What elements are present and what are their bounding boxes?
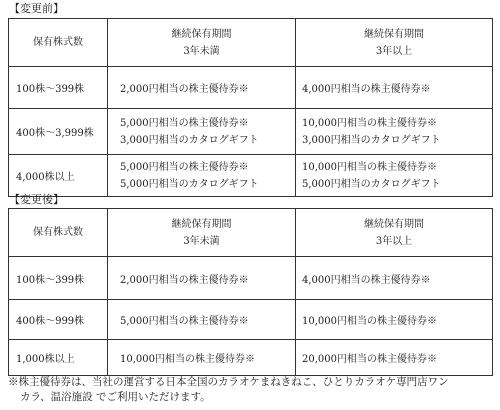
shares-cell: 100株～399株 xyxy=(9,257,108,300)
header-under-3-years: 継続保有期間 3年未満 xyxy=(108,19,296,67)
benefit-3-years-or-more: 10,000円相当の株主優待券※ 5,000円相当のカタログギフト xyxy=(296,155,493,197)
table-header-row xyxy=(9,209,493,257)
table-row xyxy=(9,67,493,109)
benefit-under-3-years: 5,000円相当の株主優待券※ 5,000円相当のカタログギフト xyxy=(108,155,296,197)
table-row xyxy=(9,257,493,300)
after-benefit-table xyxy=(8,208,493,376)
footnote xyxy=(8,375,494,405)
benefit-under-3-years: 5,000円相当の株主優待券※ xyxy=(108,300,296,340)
footnote-line: カラ、温浴施設 でご利用いただけます。 xyxy=(20,391,211,403)
shares-cell: 400株～3,999株 xyxy=(9,109,108,155)
table-row xyxy=(9,300,493,340)
header-3-years-or-more: 継続保有期間 3年以上 xyxy=(296,19,493,67)
benefit-3-years-or-more: 20,000円相当の株主優待券※ xyxy=(296,340,493,376)
table-row xyxy=(9,155,493,197)
benefit-under-3-years: 2,000円相当の株主優待券※ xyxy=(108,67,296,109)
header-3-years-or-more: 継続保有期間 3年以上 xyxy=(296,209,493,257)
footnote-line: ※株主優待券は、当社の運営する日本全国のカラオケまねきねこ、ひとりカラオケ専門店ワン xyxy=(8,376,449,388)
benefit-under-3-years: 2,000円相当の株主優待券※ xyxy=(108,257,296,300)
before-section-label: 【変更前】 xyxy=(9,2,64,15)
shares-cell: 1,000株以上 xyxy=(9,340,108,376)
benefit-3-years-or-more: 4,000円相当の株主優待券※ xyxy=(296,257,493,300)
after-section-label: 【変更後】 xyxy=(9,193,64,206)
header-shares: 保有株式数 xyxy=(9,209,108,257)
table-row xyxy=(9,109,493,155)
benefit-under-3-years: 10,000円相当の株主優待券※ xyxy=(108,340,296,376)
benefit-under-3-years: 5,000円相当の株主優待券※ 3,000円相当のカタログギフト xyxy=(108,109,296,155)
benefit-3-years-or-more: 10,000円相当の株主優待券※ xyxy=(296,300,493,340)
benefit-3-years-or-more: 10,000円相当の株主優待券※ 3,000円相当のカタログギフト xyxy=(296,109,493,155)
benefit-3-years-or-more: 4,000円相当の株主優待券※ xyxy=(296,67,493,109)
before-benefit-table xyxy=(8,18,493,197)
table-row xyxy=(9,340,493,376)
shares-cell: 4,000株以上 xyxy=(9,155,108,197)
header-under-3-years: 継続保有期間 3年未満 xyxy=(108,209,296,257)
table-header-row xyxy=(9,19,493,67)
header-shares: 保有株式数 xyxy=(9,19,108,67)
shares-cell: 400株～999株 xyxy=(9,300,108,340)
shares-cell: 100株～399株 xyxy=(9,67,108,109)
